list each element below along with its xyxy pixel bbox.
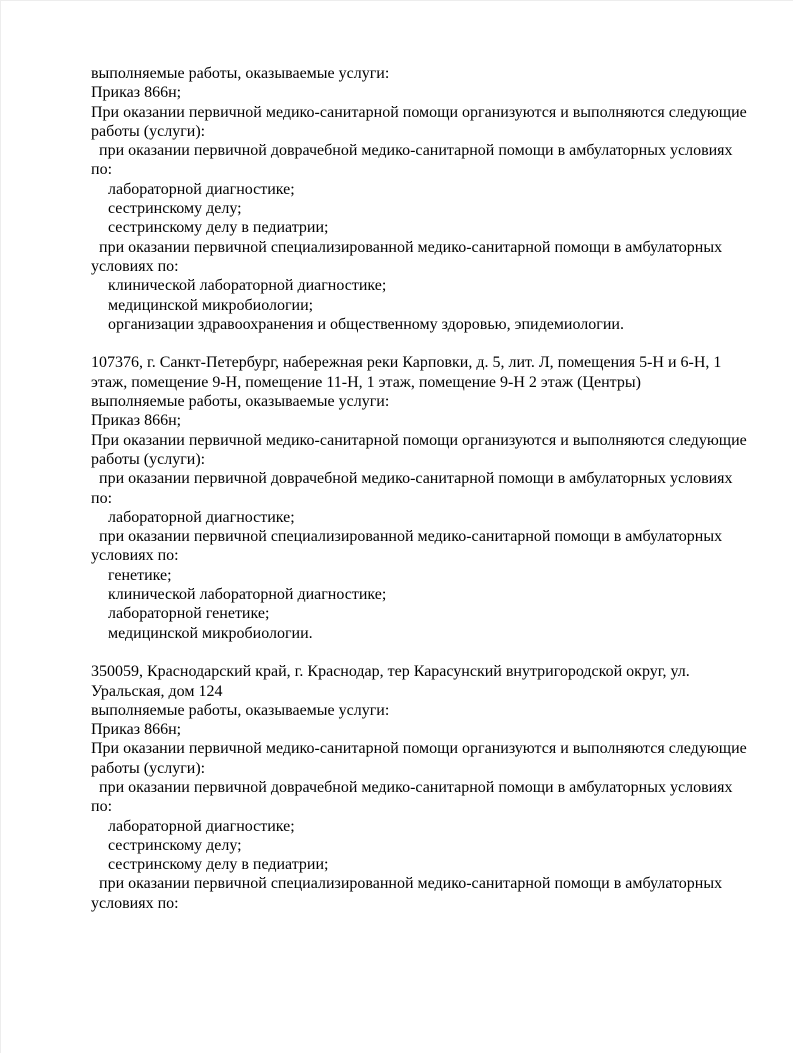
intro-line: работы (услуги): <box>91 759 206 777</box>
care-type-line: при оказании первичной доврачебной медико-санитарной помощи в амбулаторных условиях <box>99 142 733 160</box>
order-reference: Приказ 866н; <box>91 721 182 739</box>
service-item: сестринскому делу в педиатрии; <box>108 856 329 874</box>
service-item: сестринскому делу в педиатрии; <box>108 219 329 237</box>
care-type-line: при оказании первичной специализированной медико-санитарной помощи в амбулаторных <box>99 875 723 893</box>
service-item: организации здравоохранения и общественному здоровью, эпидемиологии. <box>108 315 624 333</box>
address-line: этаж, помещение 9-Н, помещение 11-Н, 1 этаж, помещение 9-Н 2 этаж (Центры) <box>91 373 641 391</box>
service-item: генетике; <box>108 566 172 584</box>
care-type-line: при оказании первичной специализированной медико-санитарной помощи в амбулаторных <box>99 528 723 546</box>
services-section <box>91 662 753 913</box>
care-type-line: условиях по: <box>91 257 179 275</box>
license-services-document <box>1 1 793 913</box>
service-item: медицинской микробиологии. <box>108 624 313 642</box>
service-item: клинической лабораторной диагностике; <box>108 277 387 295</box>
care-type-line: при оказании первичной доврачебной медико-санитарной помощи в амбулаторных условиях <box>99 778 733 796</box>
intro-line: При оказании первичной медико-санитарной помощи организуются и выполняются следующие <box>91 103 747 121</box>
service-item: лабораторной диагностике; <box>108 817 295 835</box>
care-type-line: условиях по: <box>91 894 179 912</box>
address-line: 350059, Краснодарский край, г. Краснодар, тер Карасунский внутригородской округ, ул. <box>91 663 690 681</box>
care-type-line: по: <box>91 489 113 507</box>
care-type-line: при оказании первичной специализированной медико-санитарной помощи в амбулаторных <box>99 238 723 256</box>
services-section <box>91 353 753 642</box>
works-services-heading: выполняемые работы, оказываемые услуги: <box>91 65 390 82</box>
service-item: лабораторной генетике; <box>108 605 270 623</box>
service-item: лабораторной диагностике; <box>108 180 295 198</box>
address-line: Уральская, дом 124 <box>91 682 223 700</box>
service-item: сестринскому делу; <box>108 836 242 854</box>
care-type-line: по: <box>91 798 113 816</box>
care-type-line: по: <box>91 161 113 179</box>
intro-line: При оказании первичной медико-санитарной помощи организуются и выполняются следующие <box>91 740 747 758</box>
service-item: лабораторной диагностике; <box>108 508 295 526</box>
works-services-heading: выполняемые работы, оказываемые услуги: <box>91 701 390 719</box>
intro-line: работы (услуги): <box>91 450 206 468</box>
order-reference: Приказ 866н; <box>91 412 182 430</box>
service-item: клинической лабораторной диагностике; <box>108 586 387 604</box>
services-section <box>91 64 753 334</box>
intro-line: работы (услуги): <box>91 122 206 140</box>
intro-line: При оказании первичной медико-санитарной помощи организуются и выполняются следующие <box>91 431 747 449</box>
care-type-line: условиях по: <box>91 547 179 565</box>
address-line: 107376, г. Санкт-Петербург, набережная реки Карповки, д. 5, лит. Л, помещения 5-Н и 6-Н, 1 <box>91 354 722 372</box>
works-services-heading: выполняемые работы, оказываемые услуги: <box>91 393 390 411</box>
service-item: сестринскому делу; <box>108 200 242 218</box>
care-type-line: при оказании первичной доврачебной медико-санитарной помощи в амбулаторных условиях <box>99 470 733 488</box>
service-item: медицинской микробиологии; <box>108 296 314 314</box>
order-reference: Приказ 866н; <box>91 84 182 102</box>
